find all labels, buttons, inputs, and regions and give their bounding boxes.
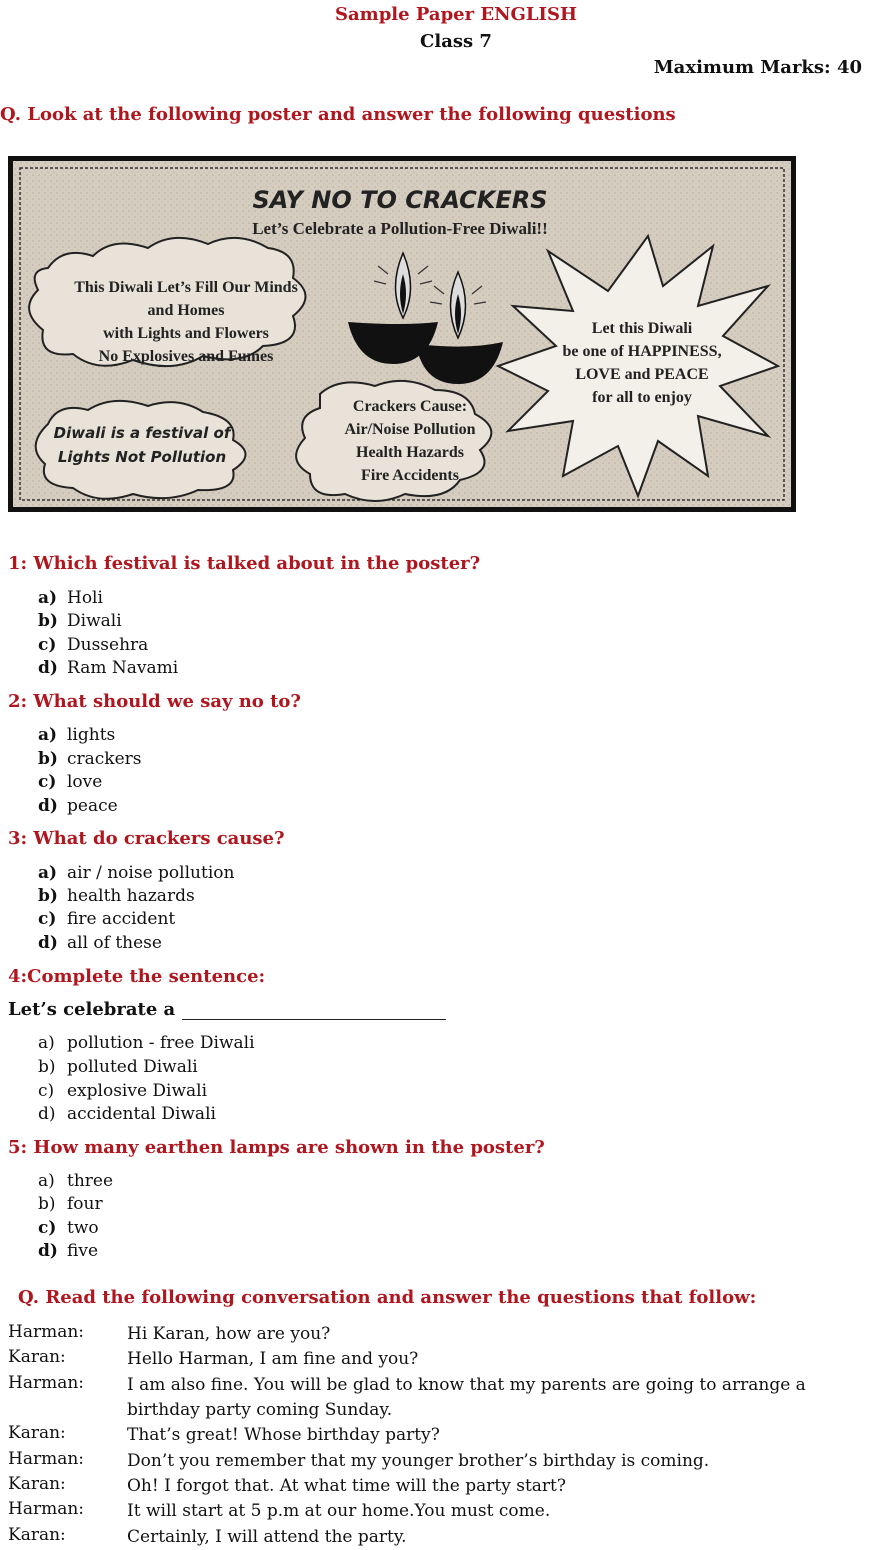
q1-option-d: d) Ram Navami (38, 658, 179, 678)
cloud-festival (36, 401, 246, 499)
paper-title: Sample Paper ENGLISH (335, 4, 577, 25)
star-line3: LOVE and PEACE (575, 366, 709, 383)
q4-sentence: Let’s celebrate a (8, 999, 446, 1020)
q1-option-b: b) Diwali (38, 611, 122, 631)
cloud2-line2: Lights Not Pollution (57, 448, 227, 466)
speaker: Karan: (8, 1347, 66, 1367)
question-3: 3: What do crackers cause? (8, 828, 285, 849)
question-4: 4:Complete the sentence: (8, 966, 266, 987)
cloud3-line2: Air/Noise Pollution (344, 421, 476, 438)
q4-option-c: c) explosive Diwali (38, 1081, 208, 1101)
cloud1-line2: and Homes (147, 302, 225, 319)
q4-option-b: b) polluted Diwali (38, 1057, 198, 1077)
speaker: Karan: (8, 1474, 66, 1494)
speaker: Harman: (8, 1373, 85, 1393)
q4-blank (182, 1003, 446, 1020)
dialogue: I am also fine. You will be glad to know that my parents are going to arrange a birthday party coming Sunday. (127, 1375, 806, 1420)
question-1: 1: Which festival is talked about in the poster? (8, 553, 481, 574)
q3-option-d: d) all of these (38, 933, 162, 953)
q5-option-c: c) two (38, 1218, 99, 1238)
q2-option-b: b) crackers (38, 749, 142, 769)
q3-option-c: c) fire accident (38, 909, 176, 929)
speaker: Harman: (8, 1449, 85, 1469)
q3-option-a: a) air / noise pollution (38, 863, 235, 883)
dialogue: Certainly, I will attend the party. (127, 1527, 407, 1547)
cloud3-line4: Fire Accidents (361, 467, 459, 484)
poster-subheading: Let’s Celebrate a Pollution-Free Diwali!! (252, 219, 548, 238)
question-2: 2: What should we say no to? (8, 691, 301, 712)
speaker: Harman: (8, 1322, 85, 1342)
dialogue: Hello Harman, I am fine and you? (127, 1349, 419, 1369)
dialogue: Hi Karan, how are you? (127, 1324, 331, 1344)
section1-instruction: Q. Look at the following poster and answer the following questions (0, 104, 676, 125)
speaker: Harman: (8, 1499, 85, 1519)
speaker: Karan: (8, 1525, 66, 1545)
cloud3-line3: Health Hazards (356, 444, 464, 461)
poster (8, 156, 796, 512)
q2-option-d: d) peace (38, 796, 118, 816)
cloud1-line4: No Explosives and Fumes (98, 348, 274, 365)
q5-option-d: d) five (38, 1241, 99, 1261)
star-line4: for all to enjoy (592, 389, 692, 406)
q1-option-c: c) Dussehra (38, 635, 149, 655)
q3-option-b: b) health hazards (38, 886, 195, 906)
q5-option-a: a) three (38, 1171, 114, 1191)
q4-option-a: a) pollution - free Diwali (38, 1033, 255, 1053)
class-label: Class 7 (420, 31, 492, 52)
speaker: Karan: (8, 1423, 66, 1443)
q5-option-b: b) four (38, 1194, 103, 1214)
star-line2: be one of HAPPINESS, (562, 343, 722, 360)
dialogue: Oh! I forgot that. At what time will the party start? (127, 1476, 566, 1496)
q1-option-a: a) Holi (38, 588, 103, 608)
cloud1-line3: with Lights and Flowers (103, 325, 269, 342)
dialogue: It will start at 5 p.m at our home.You must come. (127, 1501, 551, 1521)
section2-instruction: Q. Read the following conversation and answer the questions that follow: (18, 1287, 757, 1308)
q2-option-c: c) love (38, 772, 103, 792)
cloud2-line1: Diwali is a festival of (53, 424, 231, 442)
cloud-fill-minds (29, 238, 305, 366)
q4-option-d: d) accidental Diwali (38, 1104, 216, 1124)
cloud3-line1: Crackers Cause: (352, 398, 468, 415)
cloud1-line1: This Diwali Let’s Fill Our Minds (74, 279, 298, 296)
poster-heading: SAY NO TO CRACKERS (252, 186, 548, 214)
question-5: 5: How many earthen lamps are shown in the poster? (8, 1137, 545, 1158)
q2-option-a: a) lights (38, 725, 116, 745)
max-marks: Maximum Marks: 40 (653, 57, 862, 78)
dialogue: Don’t you remember that my younger brother’s birthday is coming. (127, 1451, 710, 1471)
dialogue: That’s great! Whose birthday party? (127, 1425, 440, 1445)
star-line1: Let this Diwali (591, 320, 693, 337)
